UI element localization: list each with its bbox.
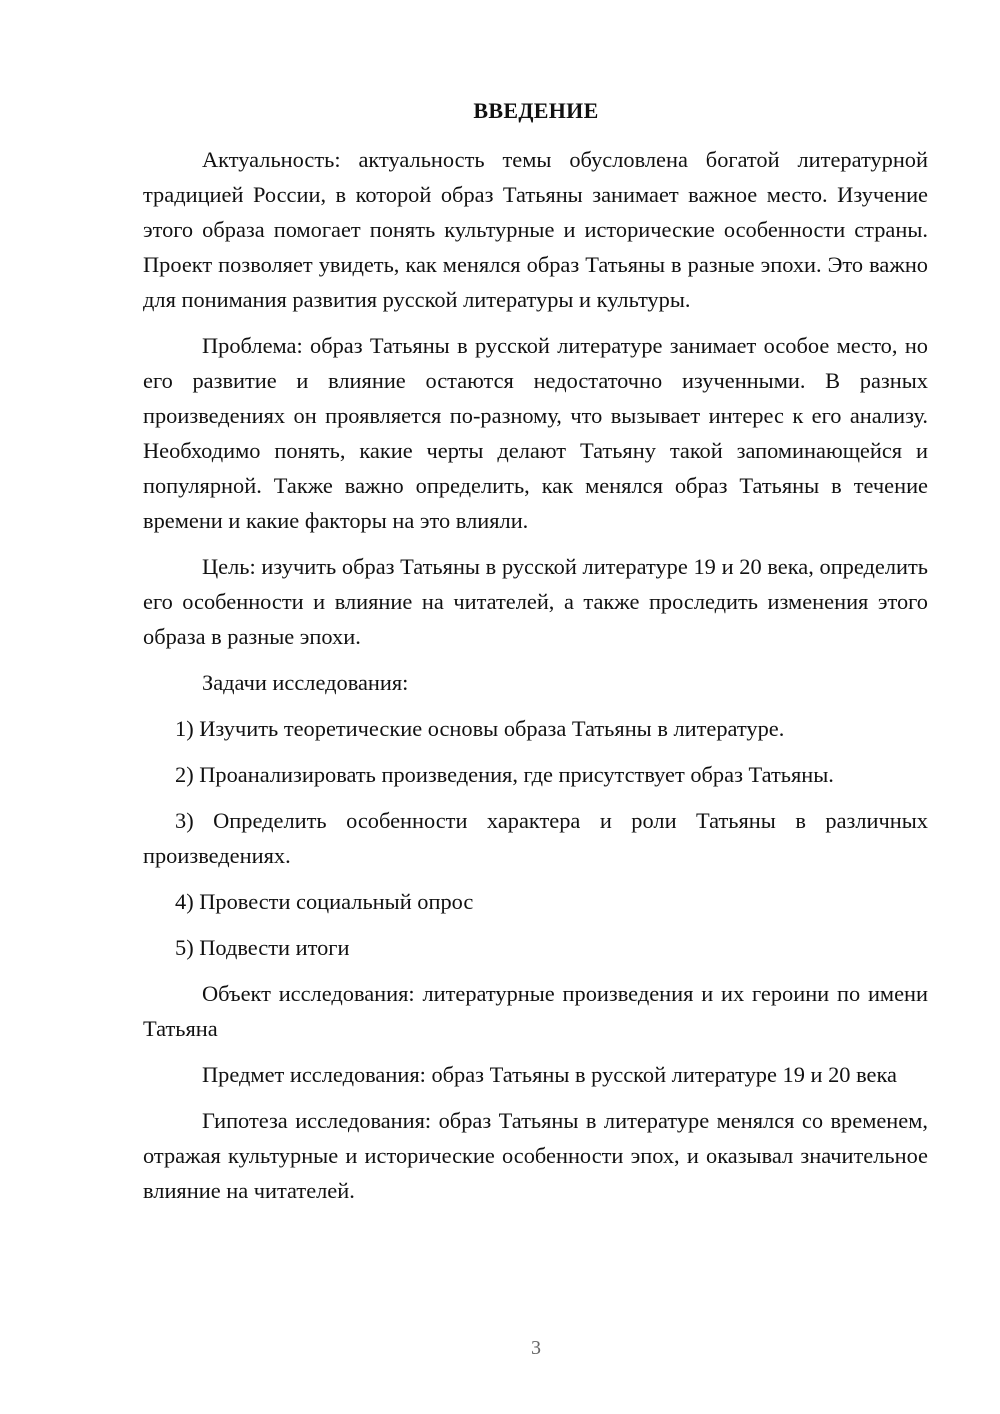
tasks-heading: Задачи исследования: xyxy=(202,670,409,695)
problem-paragraph: Проблема: образ Татьяны в русской литературе занимает особое место, но его развитие и влияние остаются недостаточно изученными. В разных произведениях он проявляется по-разному, что вызывает интерес к его анализу. Необходимо понять, какие черты делают Татьяну такой запоминающейся и популярной. Также важно определить, как менялся образ Татьяны в течение времени и какие факторы на это влияли. xyxy=(143,333,928,533)
document-body xyxy=(143,142,928,1219)
task-item-3: 3) Определить особенности характера и роли Татьяны в различных произведениях. xyxy=(143,808,928,868)
task-item-5: 5) Подвести итоги xyxy=(175,935,350,960)
section-title: ВВЕДЕНИЕ xyxy=(473,98,599,123)
relevance-paragraph: Актуальность: актуальность темы обусловлена богатой литературной традицией России, в которой образ Татьяны занимает важное место. Изучение этого образа помогает понять культурные и исторические особенности страны. Проект позволяет увидеть, как менялся образ Татьяны в разные эпохи. Это важно для понимания развития русской литературы и культуры. xyxy=(143,147,928,312)
task-item-1: 1) Изучить теоретические основы образа Татьяны в литературе. xyxy=(175,716,785,741)
task-item-4: 4) Провести социальный опрос xyxy=(175,889,474,914)
task-item-2: 2) Проанализировать произведения, где присутствует образ Татьяны. xyxy=(175,762,834,787)
goal-paragraph: Цель: изучить образ Татьяны в русской литературе 19 и 20 века, определить его особенности и влияние на читателей, а также проследить изменения этого образа в разные эпохи. xyxy=(143,554,928,649)
page-number: 3 xyxy=(531,1337,541,1359)
subject-paragraph: Предмет исследования: образ Татьяны в русской литературе 19 и 20 века xyxy=(202,1062,897,1087)
hypothesis-paragraph: Гипотеза исследования: образ Татьяны в литературе менялся со временем, отражая культурные и исторические особенности эпох, и оказывал значительное влияние на читателей. xyxy=(143,1108,928,1203)
object-paragraph: Объект исследования: литературные произведения и их героини по имени Татьяна xyxy=(143,981,928,1041)
